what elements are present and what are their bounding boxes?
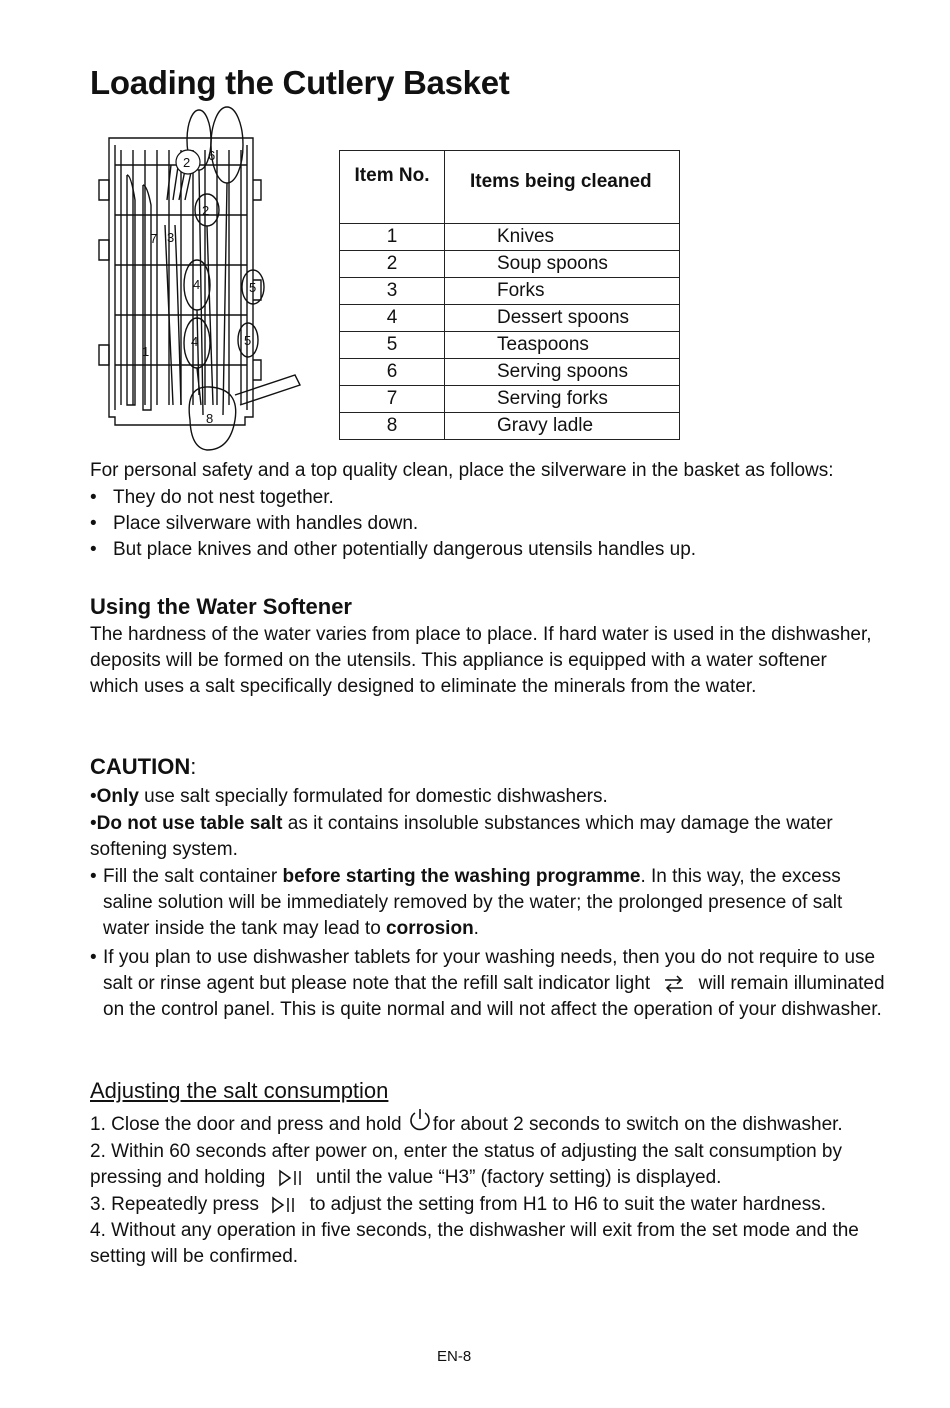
table-row xyxy=(340,251,680,278)
caution-colon: : xyxy=(190,754,197,779)
item-no: 7 xyxy=(340,386,445,413)
salt-indicator-icon xyxy=(659,973,689,995)
start-pause-icon xyxy=(270,1195,298,1215)
figure-label-4a: 4 xyxy=(193,277,201,292)
item-no: 3 xyxy=(340,278,445,305)
caution-item-4: • If you plan to use dishwasher tablets for your washing needs, then you do not require to use salt or rinse agent but please note that the refill salt indicator light will remain illuminated on the control panel. This is quite normal and will not affect the operation of your dishwasher. xyxy=(90,947,885,1020)
figure-label-5a: 5 xyxy=(249,280,257,295)
caution-bold: Do not use table salt xyxy=(96,813,283,834)
item-name: Soup spoons xyxy=(445,251,680,278)
table-row xyxy=(340,278,680,305)
item-no: 8 xyxy=(340,413,445,440)
figure-label-6: 6 xyxy=(208,148,216,163)
item-name: Teaspoons xyxy=(445,332,680,359)
item-no: 2 xyxy=(340,251,445,278)
caution-heading: CAUTION xyxy=(90,754,191,779)
figure-label-2a: 2 xyxy=(183,155,191,170)
item-no: 5 xyxy=(340,332,445,359)
adjust-step-1 xyxy=(90,1112,890,1138)
softener-heading: Using the Water Softener xyxy=(90,594,352,619)
start-pause-icon xyxy=(277,1168,305,1188)
table-row xyxy=(340,305,680,332)
figure-label-8: 8 xyxy=(206,411,214,426)
caution-heading-wrap xyxy=(90,754,196,780)
item-name: Serving forks xyxy=(445,386,680,413)
adjust-step-3 xyxy=(90,1192,890,1218)
cutlery-items-table xyxy=(339,150,680,440)
caution-text: as it contains insoluble substances which may damage the water softening system. xyxy=(90,813,833,860)
list-item: • Place silverware with handles down. xyxy=(90,511,890,537)
step-text: until the value “H3” (factory setting) is displayed. xyxy=(315,1167,722,1188)
caution-item-2: •Do not use table salt as it contains insoluble substances which may damage the water softening system. xyxy=(90,813,833,860)
table-header-row xyxy=(340,151,680,224)
figure-label-1: 1 xyxy=(142,344,150,359)
adjust-step-4: 4. Without any operation in five seconds, the dishwasher will exit from the set mode and the setting will be confirmed. xyxy=(90,1220,859,1267)
item-name: Serving spoons xyxy=(445,359,680,386)
caution-item-1: •Only use salt specially formulated for domestic dishwashers. xyxy=(90,786,608,807)
item-name: Gravy ladle xyxy=(445,413,680,440)
caution-text: Fill the salt container xyxy=(103,866,283,887)
figure-label-5b: 5 xyxy=(244,333,252,348)
step-text: to adjust the setting from H1 to H6 to suit the water hardness. xyxy=(309,1194,826,1215)
table-row xyxy=(340,332,680,359)
step-text: 3. Repeatedly press xyxy=(90,1194,259,1215)
item-name: Knives xyxy=(445,224,680,251)
caution-bold: Only xyxy=(96,786,139,807)
list-item: • But place knives and other potentially dangerous utensils handles up. xyxy=(90,537,890,563)
page-number: EN-8 xyxy=(437,1348,472,1365)
table-row xyxy=(340,359,680,386)
adjust-heading: Adjusting the salt consumption xyxy=(90,1078,389,1103)
figure-label-3: 3 xyxy=(167,230,175,245)
caution-text: . xyxy=(473,918,479,939)
adjust-step-2 xyxy=(90,1139,890,1191)
intro-text: For personal safety and a top quality clean, place the silverware in the basket as follows: xyxy=(90,460,834,481)
list-item: • They do not nest together. xyxy=(90,485,890,511)
caution-bold: before starting the washing programme xyxy=(282,866,641,887)
header-items-cleaned: Items being cleaned xyxy=(445,151,680,224)
item-no: 6 xyxy=(340,359,445,386)
caution-text: . In this way, the excess saline solution will be immediately removed by the water; the prolonged presence of salt water inside the tank may lead to xyxy=(103,866,843,939)
cutlery-basket-illustration xyxy=(95,105,310,455)
table-row xyxy=(340,386,680,413)
step-text: for about 2 seconds to switch on the dishwasher. xyxy=(432,1114,843,1135)
power-icon xyxy=(407,1107,433,1133)
header-item-no: Item No. xyxy=(340,151,445,224)
figure-label-4b: 4 xyxy=(191,334,199,349)
table-row xyxy=(340,224,680,251)
item-name: Forks xyxy=(445,278,680,305)
table-row xyxy=(340,413,680,440)
step-text: 1. Close the door and press and hold xyxy=(90,1114,402,1135)
step-text: 2. Within 60 seconds after power on, enter the status of adjusting the salt consumption by pressing and holding xyxy=(90,1141,842,1188)
softener-body: The hardness of the water varies from place to place. If hard water is used in the dishwasher, deposits will be formed on the utensils. This appliance is equipped with a water softener which uses a salt specifically designed to eliminate the minerals from the water. xyxy=(90,624,872,697)
page-title: Loading the Cutlery Basket xyxy=(90,64,510,101)
item-no: 1 xyxy=(340,224,445,251)
caution-bold: corrosion xyxy=(386,918,474,939)
caution-item-3: • Fill the salt container before starting the washing programme. In this way, the excess saline solution will be immediately removed by the water; the prolonged presence of salt water inside the tank may lead to corrosion. xyxy=(90,866,843,939)
caution-text: use salt specially formulated for domestic dishwashers. xyxy=(138,786,608,807)
placement-list xyxy=(90,485,890,563)
caution-text: If you plan to use dishwasher tablets for your washing needs, then you do not require to use salt or rinse agent but please note that the refill salt indicator light xyxy=(103,947,876,994)
item-no: 4 xyxy=(340,305,445,332)
figure-label-2b: 2 xyxy=(202,203,210,218)
figure-label-7: 7 xyxy=(150,231,158,246)
caution-text: will remain illuminated on the control panel. This is quite normal and will not affect the operation of your dishwasher. xyxy=(103,973,885,1020)
item-name: Dessert spoons xyxy=(445,305,680,332)
